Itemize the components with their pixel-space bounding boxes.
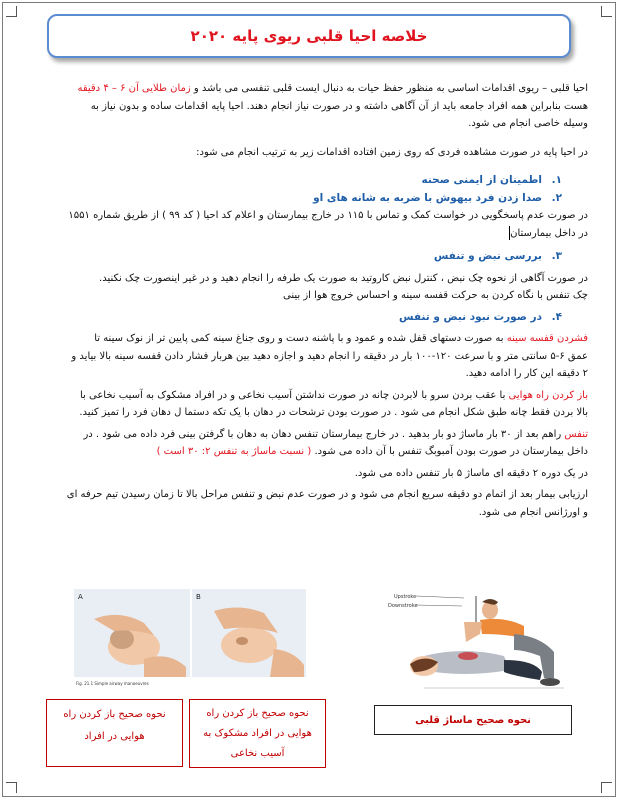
step-3-line-2: چک تنفس با نگاه کردن به حرکت قفسه سینه و احساس خروج هوا از بینی [283, 290, 588, 301]
cpr-figure [364, 590, 570, 698]
page-title: خلاصه احیا قلبی ریوی پایه ۲۰۲۰ [190, 27, 428, 45]
document-body [36, 80, 588, 521]
airway-line-2: بالا بردن فقط چانه طبق شکل انجام می شود . در صورت بودن ترشحات در دهان با یک تکه دستما ل دهان فرد را تمیز کنید. [79, 407, 588, 418]
step-2-line-2 [36, 225, 588, 243]
assessment-line-2: و اورژانس انجام می شود. [478, 506, 588, 518]
airway-line-1 [36, 387, 588, 405]
step-number: ۴. [551, 310, 562, 323]
airway-text: با عقب بردن سرو با لابردن چانه در صورت نداشتن آسیب نخاعی و در افراد مشکوک به آسیب نخاعی با [79, 389, 509, 401]
upstroke-label: Upstroke [394, 594, 417, 600]
step-2-line-1: در صورت عدم پاسخگویی در خواست کمک و تماس با ۱۱۵ در خارج بیمارستان و اعلام کد احیا ( کد ۹۹ ) از طریق شماره ۱۵۵۱ [68, 210, 588, 221]
step-title: در صورت نبود نبض و تنفس [399, 310, 542, 323]
figure-caption-text: Fig. 21.1 Simple airway manoeuvres [76, 681, 149, 686]
airway-figure [74, 589, 306, 693]
intro-line-1 [36, 80, 588, 98]
panel-b-label: B [196, 593, 201, 601]
step-title: اطمینان از ایمنی صحنه [421, 174, 542, 186]
ratio-note: ( نسبت ماساژ به تنفس ۲: ۳۰ است ) [156, 446, 312, 457]
step-4-heading [36, 309, 588, 327]
caption-text: نحوه صحیح باز کردن راه هوایی در افراد [63, 709, 166, 742]
step-title: بررسی نبض و تنفس [433, 250, 542, 262]
breathing-text: راهم بعد از ۳۰ بار ماساژ دو بار بدهید . در خارج بیمارستان تنفس دهان به دهان با گرفتن بینی فرد داده می شود . در [83, 428, 565, 440]
intro-line-2: هست بنابراین همه افراد جامعه باید از آن آگاهی داشته و در صورت نیاز انجام دهند. احیا پایه اقدامات ساده و بدون نیاز به [90, 100, 588, 112]
panel-a-label: A [78, 593, 83, 601]
airway-illustration [74, 589, 306, 693]
caption-cardiac-massage [374, 705, 572, 735]
step-2-text: در داخل بیمارستان [510, 227, 588, 239]
corner-mark [6, 6, 17, 17]
golden-time-text: زمان طلایی آن ۶ – ۴ دقیقه [77, 83, 191, 94]
step-2-heading [36, 190, 588, 208]
step-4-line-3: ۲ دقیقه این کار را ادامه دهید. [465, 368, 588, 379]
intro-text: احیا قلبی – ریوی اقدامات اساسی به منظور حفظ حیات به دنبال ایست قلبی تنفسی می باشد و [190, 83, 588, 94]
caption-airway-spinal-suspect [189, 699, 326, 768]
corner-mark [6, 782, 17, 793]
step-title: صدا زدن فرد بیهوش با ضربه به شانه های او [313, 191, 542, 204]
step-number: ۱. [551, 174, 562, 186]
step-1-heading [36, 172, 588, 190]
title-box [47, 14, 571, 58]
corner-mark [601, 782, 612, 793]
step-4-text: به صورت دستهای قفل شده و عمود و با پاشنه دست و روی جناغ سینه کمی پایین تر از نوک سینه تا [94, 333, 507, 344]
step-3-heading [36, 248, 588, 266]
step-3-line-1: در صورت آگاهی از نحوه چک نبض ، کنترل نبض کاروتید به صورت یک طرفه را انجام دهید و در غیر اینصورت چک نکنید. [99, 272, 588, 284]
airway-term: باز کردن راه هوایی [508, 389, 588, 401]
caption-text: نحوه صحیح باز کردن راه هوایی در افراد مشکوک به آسیب نخاعی [203, 708, 312, 759]
intro-line-3: وسیله خاصی انجام می شود. [468, 118, 588, 129]
compression-term: فشردن قفسه سینه [506, 333, 588, 344]
caption-text: نحوه صحیح ماساژ قلبی [415, 715, 531, 726]
breathing-text: داخل بیمارستان در صورت بودن آمبوبگ تنفس با آن داده می شود. [311, 446, 588, 457]
step-number: ۳. [551, 250, 562, 262]
downstroke-label: Downstroke [388, 603, 418, 609]
breathing-line-1 [36, 426, 588, 444]
assessment-line-1: ارزیابی بیمار بعد از اتمام دو دقیقه سریع انجام می شود و در صورت عدم نبض و تنفس مراحل بالا تا زمان رسیدن تیم حرفه ای [66, 489, 588, 500]
corner-mark [601, 6, 612, 17]
step-number: ۲. [551, 191, 562, 204]
breathing-line-2 [36, 443, 588, 461]
step-4-line-2: عمق ۶-۵ سانتی متر و با سرعت ۱۲۰-۱۰۰ بار در دقیقه را انجام دهید و اجازه دهید بین هربار فشار دادن قفسه سینه بالا بیاید و [71, 350, 588, 362]
cycle-line: در یک دوره ۲ دقیقه ای ماساژ ۵ بار تنفس داده می شود. [354, 467, 588, 479]
breathing-term: تنفس [564, 428, 588, 440]
step-4-line-1 [36, 330, 588, 348]
caption-airway-all-people [46, 699, 183, 767]
order-line: در احیا پایه در صورت مشاهده فردی که روی زمین افتاده اقدامات زیر به ترتیب انجام می شود: [196, 146, 588, 158]
cpr-illustration [364, 590, 570, 698]
